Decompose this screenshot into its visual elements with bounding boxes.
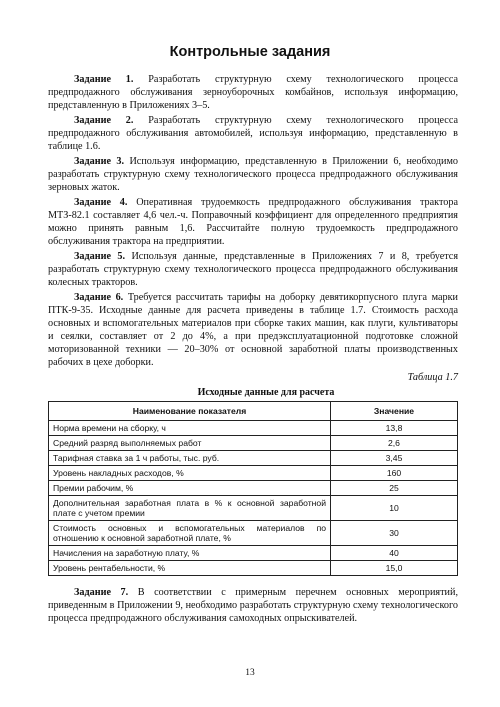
value-cell: 2,6 <box>331 436 458 451</box>
document-body <box>48 73 458 627</box>
task-label: Задание 5. <box>74 251 126 262</box>
table-header-row <box>49 402 458 421</box>
table-row <box>49 421 458 436</box>
task-paragraph <box>48 155 458 194</box>
value-cell: 160 <box>331 466 458 481</box>
table-title: Исходные данные для расчета <box>197 387 335 398</box>
task-label: Задание 2. <box>74 115 134 126</box>
task-text: Оперативная трудоемкость предпродажного обслуживания трактора МТЗ-82.1 составляет 4,6 чел.-ч. Поправочный коэффициент для определенного предприятия можно принять равным 1,6. Рассчитайте полную трудоемкость предпродажного обслуживания трактора на предприятии. <box>48 197 459 247</box>
column-header-value: Значение <box>331 402 458 421</box>
data-table <box>48 401 458 576</box>
table-row <box>49 481 458 496</box>
value-cell: 10 <box>331 496 458 521</box>
task-text: Разработать структурную схему технологического процесса предпродажного обслуживания зерноуборочных комбайнов, используя информацию, представленную в Приложениях 3–5. <box>48 74 458 111</box>
table-row <box>49 546 458 561</box>
table-row <box>49 496 458 521</box>
value-cell: 25 <box>331 481 458 496</box>
task-paragraph <box>48 73 458 112</box>
task-paragraph <box>48 196 458 248</box>
task-label: Задание 3. <box>74 156 125 167</box>
task-label: Задание 1. <box>74 74 134 85</box>
column-header-name: Наименование показателя <box>49 402 331 421</box>
table-row <box>49 561 458 576</box>
indicator-cell: Норма времени на сборку, ч <box>49 421 331 436</box>
value-cell: 3,45 <box>331 451 458 466</box>
task-text: В соответствии с примерным перечнем основных мероприятий, приведенным в Приложении 9, необходимо разработать структурную схему технологического процесса предпродажного обслуживания самоходных опрыскивателей. <box>48 587 459 624</box>
indicator-cell: Начисления на заработную плату, % <box>49 546 331 561</box>
value-cell: 15,0 <box>331 561 458 576</box>
table-row <box>49 436 458 451</box>
indicator-cell: Стоимость основных и вспомогательных материалов по отношению к основной заработной плате, % <box>49 521 331 546</box>
task-paragraph <box>48 250 458 289</box>
task-paragraph <box>48 114 458 153</box>
task-list <box>48 73 458 369</box>
task-label: Задание 6. <box>74 292 124 303</box>
task-paragraph <box>48 291 458 369</box>
value-cell: 30 <box>331 521 458 546</box>
indicator-cell: Дополнительная заработная плата в % к основной заработной плате с учетом премии <box>49 496 331 521</box>
indicator-cell: Тарифная ставка за 1 ч работы, тыс. руб. <box>49 451 331 466</box>
table-number: Таблица 1.7 <box>407 372 458 383</box>
task-text: Требуется рассчитать тарифы на доборку девятикорпусного плуга марки ПТК-9-35. Исходные данные для расчета приведены в таблице 1.7. Стоимость расхода основных и вспомогательных материалов при сборке таких машин, как плуги, культиваторы и сеялки, составляет от 2 до 4%, а при предэксплуатационной подготовке сложной моторизованной техники — 20–30% от основной заработной платы производственных рабочих в цехе доборки. <box>48 292 458 368</box>
page-title: Контрольные задания <box>169 44 331 60</box>
table-row <box>49 466 458 481</box>
indicator-cell: Уровень рентабельности, % <box>49 561 331 576</box>
task-text: Разработать структурную схему технологического процесса предпродажного обслуживания автомобилей, используя информацию, представленную в таблице 1.6. <box>48 115 458 152</box>
table-row <box>49 521 458 546</box>
task-label: Задание 7. <box>74 587 129 598</box>
task-label: Задание 4. <box>74 197 128 208</box>
table-row <box>49 451 458 466</box>
indicator-cell: Уровень накладных расходов, % <box>49 466 331 481</box>
value-cell: 40 <box>331 546 458 561</box>
task-paragraph <box>48 586 458 625</box>
task-text: Используя данные, представленные в Приложениях 7 и 8, требуется разработать структурную схему технологического процесса предпродажного обслуживания колесных тракторов. <box>48 251 458 288</box>
table-body <box>49 421 458 576</box>
page-number: 13 <box>245 668 255 678</box>
task-text: Используя информацию, представленную в Приложении 6, необходимо разработать структурную схему технологического процесса предпродажного обслуживания зерновых жаток. <box>48 156 458 193</box>
indicator-cell: Средний разряд выполняемых работ <box>49 436 331 451</box>
value-cell: 13,8 <box>331 421 458 436</box>
indicator-cell: Премии рабочим, % <box>49 481 331 496</box>
